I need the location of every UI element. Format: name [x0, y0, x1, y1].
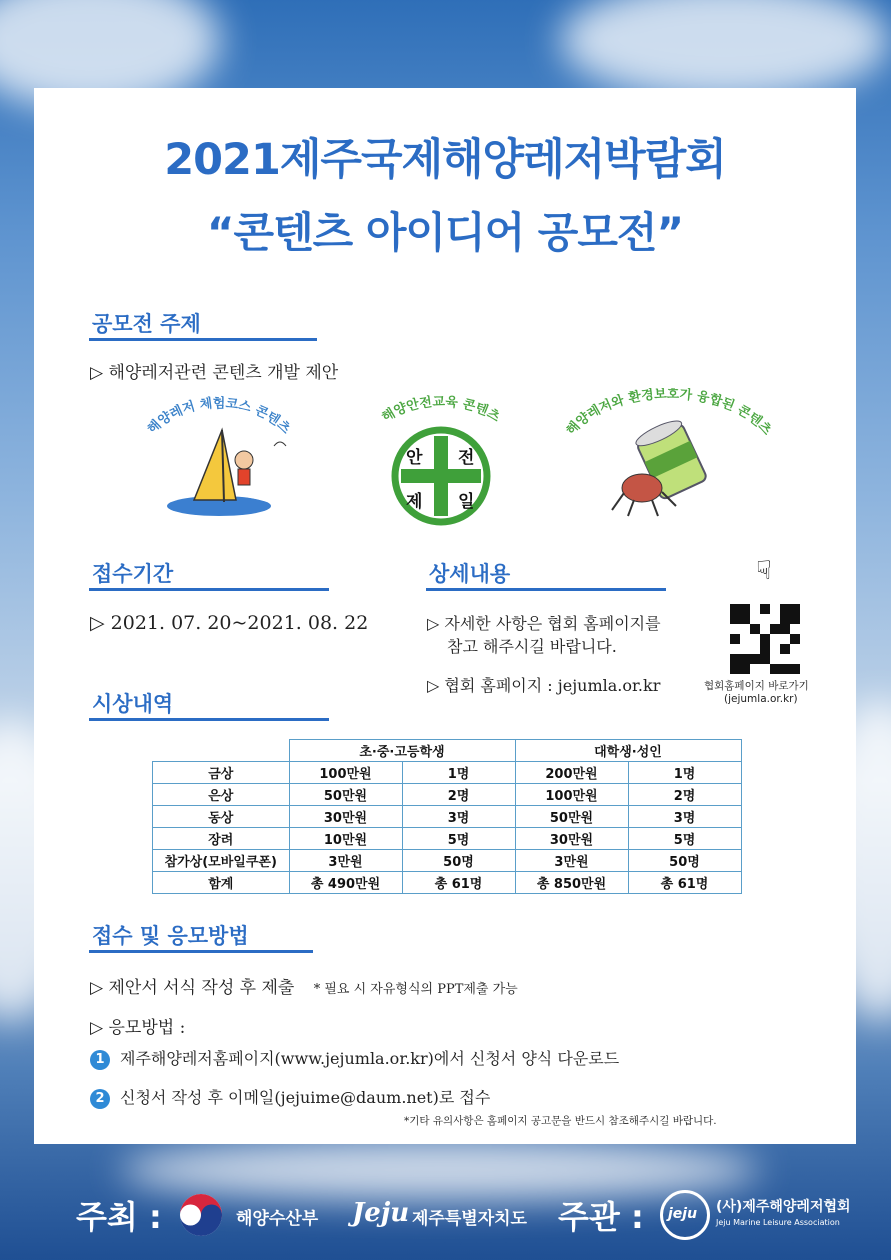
page-subtitle: “콘텐츠 아이디어 공모전” — [206, 208, 684, 257]
table-row — [153, 784, 742, 806]
svg-text:해양레저 체험코스 콘텐츠 — [144, 395, 293, 437]
illustration-label-3: 해양레저와 환경보호가 융합된 콘텐츠 — [563, 388, 775, 439]
table-cell: 5명 — [628, 828, 741, 850]
badge-char: 전 — [458, 448, 475, 468]
jeju-logo: Jeju — [352, 1198, 410, 1228]
section-heading-details — [429, 558, 510, 588]
host-2-name: 제주특별자치도 — [412, 1209, 527, 1229]
table-cell: 총 61명 — [628, 872, 741, 894]
details-item-1: ▷ 자세한 사항은 협회 홈페이지를 — [427, 614, 661, 633]
section-heading-awards — [92, 688, 173, 718]
table-header-row — [153, 740, 742, 762]
underline — [89, 588, 329, 591]
badge-char: 일 — [458, 492, 475, 512]
table-cell: 3만원 — [515, 850, 628, 872]
table-cell: 50명 — [628, 850, 741, 872]
table-cell: 2명 — [628, 784, 741, 806]
table-cell: 10만원 — [289, 828, 402, 850]
table-cell: 동상 — [153, 806, 290, 828]
details-item-2: ▷ 협회 홈페이지 : jejumla.or.kr — [427, 676, 661, 695]
illustration-label-2: 해양안전교육 콘텐츠 — [379, 394, 503, 426]
table-cell: 총 850만원 — [515, 872, 628, 894]
pointing-hand-icon: ☟ — [756, 556, 772, 586]
table-cell: 30만원 — [289, 806, 402, 828]
table-cell: 1명 — [628, 762, 741, 784]
table-cell: 함계 — [153, 872, 290, 894]
step-number-badge: 2 — [90, 1089, 110, 1109]
host-label: 주최 : — [76, 1198, 162, 1236]
period-item: ▷ 2021. 07. 20~2021. 08. 22 — [90, 612, 369, 634]
header-cell: 초·중·고등학생 — [289, 740, 515, 762]
header-cell-blank — [153, 740, 290, 762]
illustration-experience-course — [124, 388, 314, 528]
table-cell: 2명 — [402, 784, 515, 806]
section-heading-theme — [92, 308, 201, 338]
table-row — [153, 762, 742, 784]
section-heading-period — [92, 558, 173, 588]
qr-caption-url: (jejumla.or.kr) — [724, 693, 798, 705]
heading-text: 시상내역 — [92, 692, 174, 716]
notice-text: *기타 유의사항은 홈페이지 공고문을 반드시 참조해주시길 바랍니다. — [404, 1115, 717, 1127]
step-number-badge: 1 — [90, 1050, 110, 1070]
table-cell: 은상 — [153, 784, 290, 806]
badge-char: 제 — [406, 492, 423, 512]
organizer-label: 주관 : — [558, 1198, 644, 1236]
table-cell: 총 490만원 — [289, 872, 402, 894]
host-1-name: 해양수산부 — [236, 1209, 319, 1229]
section-heading-apply — [92, 920, 249, 950]
step-text: 신청서 작성 후 이메일(jejuime@daum.net)로 접수 — [120, 1088, 491, 1107]
apply-item-1-note: * 필요 시 자유형식의 PPT제출 가능 — [313, 982, 518, 997]
table-cell: 5명 — [402, 828, 515, 850]
table-cell: 3만원 — [289, 850, 402, 872]
poster-card — [34, 88, 856, 1144]
underline — [89, 338, 317, 341]
footer — [0, 1180, 891, 1250]
organizer-name: (사)제주해양레저협회 — [716, 1199, 851, 1215]
table-cell: 참가상(모바일쿠폰) — [153, 850, 290, 872]
heading-text: 공모전 주제 — [92, 312, 201, 336]
table-row — [153, 872, 742, 894]
underline — [426, 588, 666, 591]
cloud — [560, 0, 890, 100]
underline — [89, 950, 313, 953]
table-cell: 1명 — [402, 762, 515, 784]
heading-text: 접수 및 응모방법 — [92, 924, 249, 948]
association-logo-text: jeju — [668, 1206, 698, 1222]
organizer-name-en: Jeju Marine Leisure Association — [716, 1218, 840, 1227]
details-item-1-cont: 참고 해주시길 바랍니다. — [447, 637, 617, 656]
association-logo-icon — [660, 1190, 710, 1240]
illustration-label-1: 해양레저 체험코스 콘텐츠 — [144, 396, 294, 438]
apply-step-2 — [90, 1085, 490, 1109]
theme-item: ▷ 해양레저관련 콘텐츠 개발 제안 — [90, 363, 339, 383]
header-cell: 대학생·성인 — [515, 740, 741, 762]
ministry-logo-icon — [178, 1192, 224, 1238]
table-row — [153, 828, 742, 850]
apply-step-1 — [90, 1046, 619, 1070]
table-row — [153, 806, 742, 828]
qr-code-icon[interactable] — [730, 604, 800, 674]
apply-item-1 — [90, 973, 518, 998]
heading-text: 접수기간 — [92, 562, 174, 586]
table-cell: 3명 — [628, 806, 741, 828]
table-cell: 3명 — [402, 806, 515, 828]
table-cell: 50만원 — [515, 806, 628, 828]
svg-text:해양안전교육 콘텐츠 — [379, 394, 503, 426]
badge-char: 안 — [406, 448, 423, 468]
table-cell: 50만원 — [289, 784, 402, 806]
table-cell: 30만원 — [515, 828, 628, 850]
table-cell: 200만원 — [515, 762, 628, 784]
qr-caption: 협회홈페이지 바로가기 — [704, 680, 809, 692]
table-cell: 100만원 — [289, 762, 402, 784]
table-row — [153, 850, 742, 872]
table-cell: 금상 — [153, 762, 290, 784]
table-cell: 총 61명 — [402, 872, 515, 894]
underline — [89, 718, 329, 721]
apply-item-1-text: ▷ 제안서 서식 작성 후 제출 — [90, 978, 295, 998]
table-cell: 50명 — [402, 850, 515, 872]
page-title: 2021제주국제해양레저박람회 — [164, 135, 726, 185]
table-cell: 100만원 — [515, 784, 628, 806]
awards-table — [152, 739, 742, 894]
heading-text: 상세내용 — [429, 562, 511, 586]
illustration-safety-education — [356, 388, 526, 528]
illustration-environment — [554, 388, 784, 528]
step-text: 제주해양레저홈페이지(www.jejumla.or.kr)에서 신청서 양식 다운로드 — [120, 1049, 620, 1068]
table-cell: 장려 — [153, 828, 290, 850]
apply-item-2: ▷ 응모방법 : — [90, 1018, 186, 1038]
